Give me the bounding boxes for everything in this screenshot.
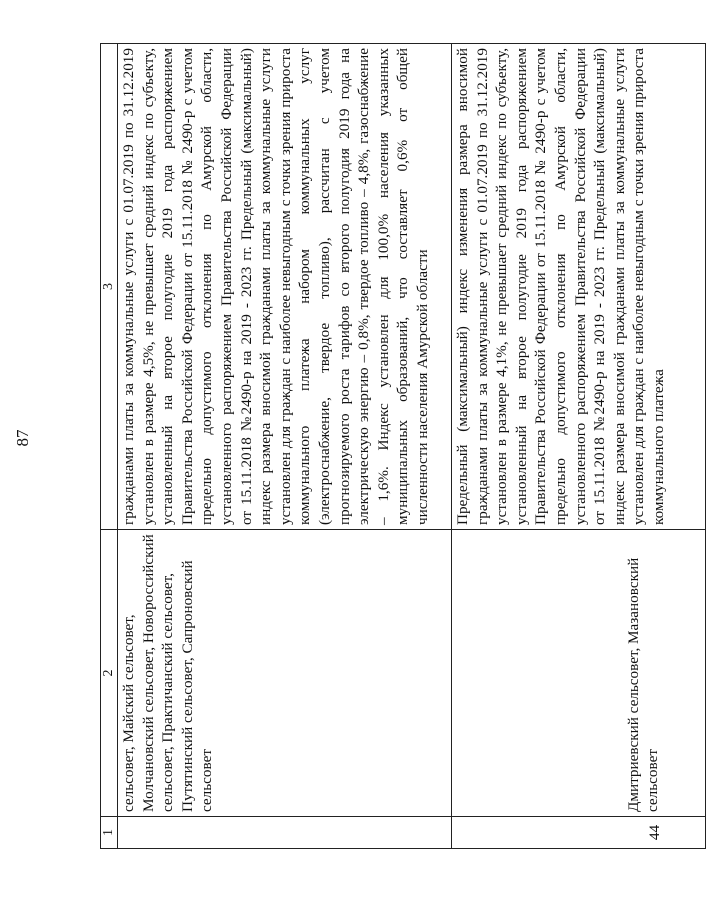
table-header-row (101, 44, 118, 849)
table-row (452, 44, 706, 849)
header-col-1: 1 (101, 817, 118, 849)
page-number: 87 (13, 429, 32, 447)
table-row (118, 44, 452, 849)
rotated-table-frame (100, 44, 667, 849)
row-number-cell: 44 (452, 817, 706, 849)
index-description-cell: гражданами платы за коммунальные услуги с 01.07.2019 по 31.12.2019 установлен в размере 4,5%, не превышает средний индекс по субъекту, установленный на второе полугодие 2019 года распоряжением Правительства Российской Федерации от 15.11.2018 № 2490-р с учетом предельно допустимого отклонения по Амурской области, установленного распоряжением Правительства Российской Федерации от 15.11.2018 №2490-р на 2019 - 2023 гг. Предельный (максимальный) индекс размера вносимой гражданами платы за коммунальные услуги установлен для граждан с наиболее невыгодным с точки зрения прироста коммунального платежа набором коммунальных услуг (электроснабжение, твердое топливо), рассчитан с учетом прогнозируемого роста тарифов со второго полугодия 2019 года на электрическую энергию – 0,8%, твердое топливо – 4,8%, газоснабжение – 1,6%. Индекс установлен для 100,0% населения указанных муниципальных образований, что составляет 0,6% от общей численности населения Амурской области (118, 44, 452, 530)
header-col-3: 3 (101, 44, 118, 530)
index-table (100, 43, 706, 849)
index-description-cell: Предельный (максимальный) индекс изменения размера вносимой гражданами платы за коммунальные услуги с 01.07.2019 по 31.12.2019 установлен в размере 4,1%, не превышает средний индекс по субъекту, установленный на второе полугодие 2019 года распоряжением Правительства Российской Федерации от 15.11.2018 № 2490-р с учетом предельно допустимого отклонения по Амурской области, установленного распоряжением Правительства Российской Федерации от 15.11.2018 №2490-р на 2019 - 2023 гг. Предельный (максимальный) индекс размера вносимой гражданами платы за коммунальные услуги установлен для граждан с наиболее невыгодным с точки зрения прироста коммунального платежа (452, 44, 706, 530)
municipality-cell: сельсовет, Майский сельсовет, Молчановский сельсовет, Новороссийский сельсовет, Практичанский сельсовет, Путятинский сельсовет, Сапроновский сельсовет (118, 530, 452, 817)
municipality-cell: Дмитриевский сельсовет, Мазановский сельсовет (452, 530, 706, 817)
header-col-2: 2 (101, 530, 118, 817)
row-number-cell (118, 817, 452, 849)
